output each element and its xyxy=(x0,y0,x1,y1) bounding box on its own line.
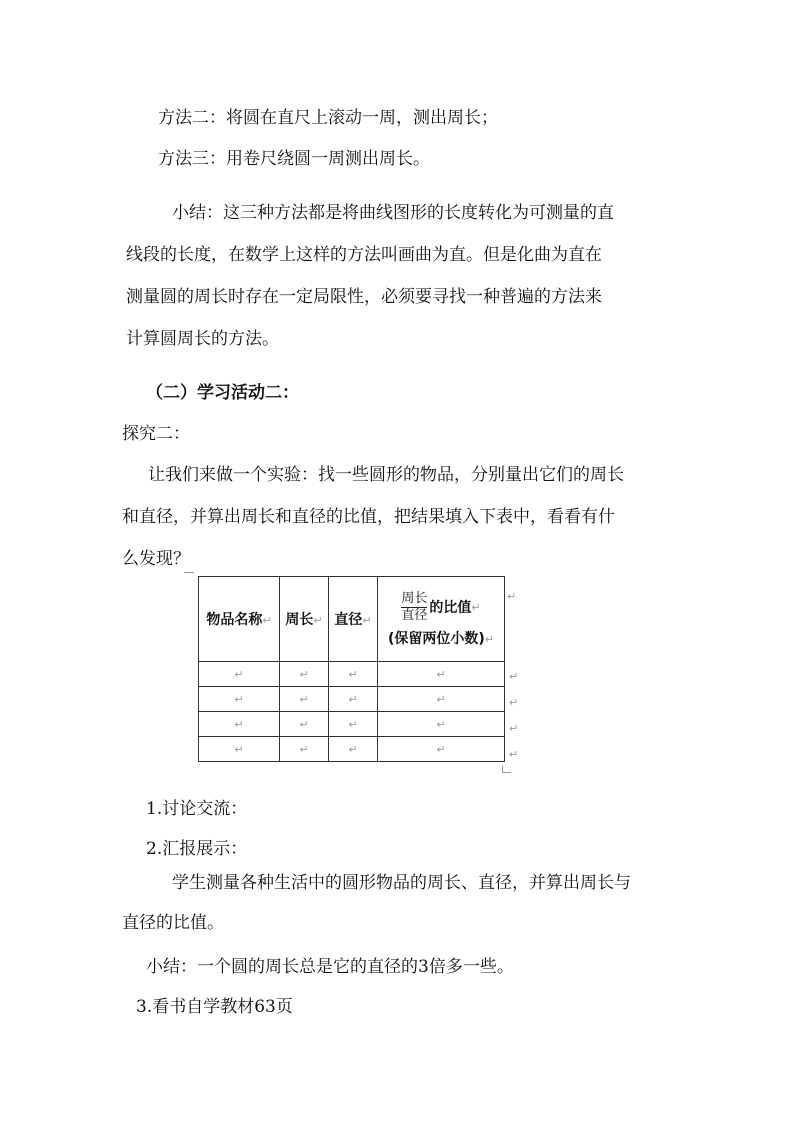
explore-two-label: 探究二： xyxy=(122,424,190,444)
item-two-report: 2.汇报展示： xyxy=(146,839,248,859)
summary-one-line-1: 小结：这三种方法都是将曲线图形的长度转化为可测量的直 xyxy=(172,203,614,223)
row-end-mark: ↵ xyxy=(509,670,519,683)
table-cell[interactable]: ↵ xyxy=(280,712,329,737)
measurement-table-wrapper xyxy=(198,576,505,762)
table-cell[interactable]: ↵ xyxy=(199,662,280,687)
item-three-selfstudy: 3.看书自学教材63页 xyxy=(136,997,293,1017)
table-cell[interactable]: ↵ xyxy=(378,712,505,737)
header-item-name: 物品名称↵ xyxy=(199,577,280,662)
table-cell[interactable]: ↵ xyxy=(199,687,280,712)
table-corner-mark-bottom xyxy=(502,766,511,773)
summary-two: 小结：一个圆的周长总是它的直径的3倍多一些。 xyxy=(146,957,514,977)
report-line-2: 直径的比值。 xyxy=(122,913,224,933)
report-line-1: 学生测量各种生活中的圆形物品的周长、直径，并算出周长与 xyxy=(172,873,631,893)
table-cell[interactable]: ↵ xyxy=(329,712,378,737)
table-cell[interactable]: ↵ xyxy=(329,687,378,712)
experiment-line-1: 让我们来做一个实验：找一些圆形的物品，分别量出它们的周长 xyxy=(148,465,624,485)
table-header-row xyxy=(199,577,505,662)
item-one-discuss: 1.讨论交流： xyxy=(146,799,248,819)
table-cell[interactable]: ↵ xyxy=(329,737,378,762)
table-cell[interactable]: ↵ xyxy=(199,737,280,762)
table-row xyxy=(199,737,505,762)
summary-one-line-2: 线段的长度，在数学上这样的方法叫画曲为直。但是化曲为直在 xyxy=(126,245,602,265)
method-three-text: 方法三：用卷尺绕圆一周测出周长。 xyxy=(158,149,430,169)
table-row xyxy=(199,662,505,687)
table-cell[interactable]: ↵ xyxy=(329,662,378,687)
table-cell[interactable]: ↵ xyxy=(378,687,505,712)
table-cell[interactable]: ↵ xyxy=(280,662,329,687)
activity-two-heading: （二）学习活动二： xyxy=(146,383,299,403)
summary-one-line-4: 计算圆周长的方法。 xyxy=(126,329,279,349)
table-row xyxy=(199,687,505,712)
row-end-mark: ↵ xyxy=(509,722,519,735)
row-end-mark: ↵ xyxy=(509,696,519,709)
header-circumference: 周长↵ xyxy=(280,577,329,662)
ratio-fraction: $\frac{\text{周长}}{\text{直径}}$ xyxy=(401,590,428,623)
measurement-table xyxy=(198,576,505,762)
table-cell[interactable]: ↵ xyxy=(280,737,329,762)
method-two-text: 方法二：将圆在直尺上滚动一周，测出周长； xyxy=(158,108,498,128)
table-corner-mark-top xyxy=(184,572,194,574)
row-end-mark: ↵ xyxy=(507,590,517,603)
table-cell[interactable]: ↵ xyxy=(378,737,505,762)
table-cell[interactable]: ↵ xyxy=(378,662,505,687)
experiment-line-2: 和直径，并算出周长和直径的比值，把结果填入下表中，看看有什 xyxy=(122,507,615,527)
header-ratio: $\frac{\text{周长}}{\text{直径}}$ 的比值 ↵ (保留两位小数)↵ xyxy=(378,577,505,662)
table-row xyxy=(199,712,505,737)
header-diameter: 直径↵ xyxy=(329,577,378,662)
table-cell[interactable]: ↵ xyxy=(199,712,280,737)
ratio-note: (保留两位小数) xyxy=(387,630,485,647)
table-cell[interactable]: ↵ xyxy=(280,687,329,712)
summary-one-line-3: 测量圆的周长时存在一定局限性，必须要寻找一种普遍的方法来 xyxy=(126,287,602,307)
row-end-mark: ↵ xyxy=(509,748,519,761)
experiment-line-3: 么发现？ xyxy=(122,549,190,569)
